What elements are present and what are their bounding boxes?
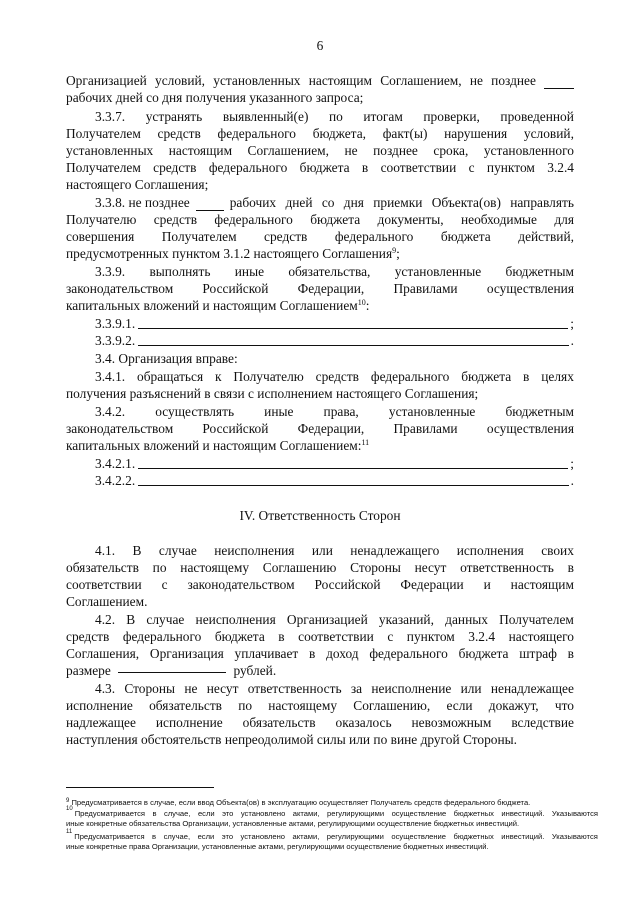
word: Указываются bbox=[551, 832, 598, 841]
word: Соглашением, bbox=[247, 143, 329, 158]
clause-3-3-7-line bbox=[95, 108, 574, 125]
clause-3-4-2-2 bbox=[95, 472, 574, 489]
clause-4-2-line bbox=[66, 662, 574, 679]
word: условий, bbox=[523, 126, 574, 141]
word: позднее bbox=[373, 143, 418, 158]
word: со bbox=[321, 195, 335, 210]
word: это bbox=[221, 832, 234, 841]
word: осуществлять bbox=[155, 404, 235, 419]
word: обязательств bbox=[66, 560, 139, 575]
blank-line bbox=[138, 467, 568, 469]
clause-4-1-line bbox=[95, 542, 574, 559]
word: В bbox=[126, 612, 136, 627]
word: федерального bbox=[214, 212, 293, 227]
word: 4.3. bbox=[95, 681, 116, 696]
justified-words bbox=[74, 832, 598, 842]
word: условий, bbox=[155, 73, 206, 88]
clause-end: . bbox=[570, 473, 574, 488]
clause-end: . bbox=[570, 333, 574, 348]
word: дня bbox=[343, 195, 364, 210]
word: обязательств bbox=[149, 698, 223, 713]
word: выявленный(е) bbox=[222, 109, 309, 124]
word: бюджета bbox=[461, 369, 512, 384]
word: инвестиций. bbox=[501, 832, 545, 841]
clause-4-2-line bbox=[66, 645, 574, 662]
word: с bbox=[387, 629, 394, 644]
word: в bbox=[567, 646, 574, 661]
clause-3-3-9-2 bbox=[95, 332, 574, 349]
word: Получателем bbox=[66, 160, 141, 175]
word: проверки, bbox=[423, 109, 480, 124]
word: бюджета bbox=[299, 160, 350, 175]
word: пунктом bbox=[406, 629, 455, 644]
word: федерального bbox=[217, 126, 297, 141]
word: средств bbox=[315, 369, 360, 384]
word: устранять bbox=[145, 109, 203, 124]
clause-3-3-9-line bbox=[66, 280, 574, 297]
page-number: 6 bbox=[316, 38, 324, 53]
word: обязательств bbox=[242, 715, 316, 730]
word: Соглашением, bbox=[380, 73, 462, 88]
word: приемки bbox=[373, 195, 423, 210]
word: 4.1. bbox=[95, 543, 116, 558]
word: в bbox=[152, 809, 157, 818]
word: неисполнение bbox=[371, 681, 452, 696]
footnote-number: 10 bbox=[66, 806, 73, 812]
clause-4-3-line bbox=[95, 680, 574, 697]
word: по bbox=[328, 109, 343, 124]
word: совершения bbox=[66, 229, 135, 244]
blank-field bbox=[544, 72, 574, 89]
word: к bbox=[215, 369, 222, 384]
word: штраф bbox=[519, 646, 557, 661]
word: установленные bbox=[388, 404, 476, 419]
clause-end: ; bbox=[570, 316, 574, 331]
word: дней bbox=[285, 195, 313, 210]
word: установленных bbox=[66, 143, 154, 158]
word: ненадлежащего bbox=[350, 543, 440, 558]
clause-4-3-line: наступления обстоятельств непреодолимой силы или по вине другой Стороны. bbox=[66, 732, 517, 747]
clause-4-1-line bbox=[66, 576, 574, 593]
clause-4-2-line bbox=[66, 628, 574, 645]
footnote-11-line: иные конкретные права Организации, установленные актами, регулирующими осуществление бюджетных инвестиций. bbox=[66, 842, 489, 851]
footnote-separator bbox=[66, 787, 214, 788]
clause-end: : bbox=[365, 298, 370, 313]
clause-3-3-9-line bbox=[95, 263, 574, 280]
clause-3-3-7-line bbox=[66, 159, 574, 176]
word: федерального bbox=[370, 369, 450, 384]
word: факт(ы) bbox=[382, 126, 428, 141]
word: настоящим bbox=[308, 73, 372, 88]
clause-3-3-7-line bbox=[66, 125, 574, 142]
word: федерального bbox=[369, 646, 448, 661]
word: это bbox=[222, 809, 234, 818]
word: если bbox=[197, 832, 215, 841]
word: В bbox=[132, 543, 142, 558]
word: по bbox=[238, 698, 253, 713]
clause-text: предусмотренных пунктом 3.1.2 настоящего Соглашения bbox=[66, 246, 393, 261]
word: срока, bbox=[433, 143, 469, 158]
word: установленные bbox=[394, 264, 482, 279]
word: указаний, bbox=[378, 612, 434, 627]
footnote-number: 9 bbox=[66, 798, 70, 804]
word: Получателю bbox=[66, 212, 137, 227]
word: пунктом bbox=[486, 160, 535, 175]
word: актами, bbox=[292, 809, 320, 818]
word: неисполнения bbox=[214, 543, 295, 558]
word: бюджетным bbox=[505, 264, 574, 279]
word: документы, bbox=[377, 212, 444, 227]
word: проведенной bbox=[500, 109, 574, 124]
word: Правилами bbox=[393, 421, 458, 436]
word: или bbox=[460, 681, 482, 696]
word: доход bbox=[326, 646, 359, 661]
word: 4.2. bbox=[95, 612, 116, 627]
word: своих bbox=[541, 543, 574, 558]
footnote-ref-11: 11 bbox=[361, 438, 370, 447]
word: уплачивает bbox=[234, 646, 299, 661]
word: Стороны bbox=[350, 560, 401, 575]
blank-line bbox=[138, 327, 568, 329]
word: не bbox=[184, 681, 198, 696]
word: 3.4.1. bbox=[95, 369, 126, 384]
word: законодательством bbox=[66, 281, 174, 296]
clause-3-3-7-line bbox=[66, 142, 574, 159]
word: целях bbox=[541, 369, 574, 384]
clause-3-3-7-line: настоящего Соглашения; bbox=[66, 177, 209, 192]
clause-label: 3.3.9.1. bbox=[95, 316, 136, 331]
word: надлежащее bbox=[66, 715, 136, 730]
word: осуществление bbox=[391, 832, 447, 841]
word: случае bbox=[158, 543, 197, 558]
word: и bbox=[483, 577, 491, 592]
word: средств bbox=[264, 229, 308, 244]
word: в bbox=[152, 832, 157, 841]
clause-3-4-2-1 bbox=[95, 455, 574, 472]
blank-line bbox=[138, 484, 568, 486]
word: инвестиций. bbox=[501, 809, 545, 818]
clause-4-2-line bbox=[95, 611, 574, 628]
clause-3-4-2-line bbox=[95, 403, 574, 420]
word: права, bbox=[323, 404, 359, 419]
word: 3.4.2. bbox=[95, 404, 126, 419]
word: настоящим bbox=[510, 577, 574, 592]
footnote-10-line bbox=[66, 806, 598, 819]
word: Российской bbox=[314, 577, 381, 592]
word: Организацией bbox=[286, 612, 368, 627]
footnote-ref-10: 10 bbox=[357, 298, 366, 307]
word: исполнение bbox=[66, 698, 133, 713]
word: соответствии bbox=[298, 629, 374, 644]
clause-3-3-8-line bbox=[66, 228, 574, 245]
clause-label: 3.3.9.2. bbox=[95, 333, 136, 348]
footnote-11-line bbox=[66, 829, 598, 842]
word: соответствии bbox=[380, 160, 457, 175]
justified-words bbox=[75, 809, 598, 819]
word: с bbox=[161, 577, 168, 592]
word: федерального bbox=[122, 629, 202, 644]
word: не bbox=[469, 73, 483, 88]
word: бюджета bbox=[440, 229, 491, 244]
clause-3-4-2-line bbox=[66, 437, 574, 454]
blank-line bbox=[138, 344, 568, 346]
word: данных bbox=[445, 612, 488, 627]
word: бюджета bbox=[214, 629, 265, 644]
word: Предусматривается bbox=[74, 809, 146, 818]
word: что bbox=[554, 698, 574, 713]
word: невозможным bbox=[411, 715, 492, 730]
word: настоящему bbox=[180, 560, 250, 575]
word: вследствие bbox=[511, 715, 574, 730]
word: действий, bbox=[518, 229, 574, 244]
clause-end: ; bbox=[396, 246, 400, 261]
word: оказалось bbox=[335, 715, 392, 730]
word: не bbox=[344, 143, 358, 158]
text-line bbox=[66, 72, 574, 89]
word: случае, bbox=[163, 809, 191, 818]
word: соответствии bbox=[66, 577, 142, 592]
clause-label: 3.4.2.2. bbox=[95, 473, 136, 488]
word: Организацией bbox=[66, 73, 147, 88]
clause-3-3-8-line bbox=[66, 245, 574, 262]
clause-text: размере bbox=[66, 663, 111, 678]
word: настоящему bbox=[268, 698, 338, 713]
word: средств bbox=[153, 160, 197, 175]
clause-text: капитальных вложений и настоящим Соглашением: bbox=[66, 438, 362, 453]
clause-4-3-line bbox=[66, 714, 574, 731]
clause-3-4-2-line bbox=[66, 420, 574, 437]
word: если bbox=[446, 698, 473, 713]
word: Российской bbox=[202, 421, 269, 436]
word: в bbox=[361, 160, 369, 175]
word: иные bbox=[234, 264, 265, 279]
word: Соглашению, bbox=[353, 698, 431, 713]
word: регулирующими bbox=[327, 809, 385, 818]
word: исполнение bbox=[155, 715, 223, 730]
clause-3-4: 3.4. Организация вправе: bbox=[95, 351, 238, 366]
clause-4-3-line bbox=[66, 697, 574, 714]
word: Соглашения, bbox=[66, 646, 140, 661]
word: выполнять bbox=[149, 264, 211, 279]
word: 3.2.4 bbox=[547, 160, 574, 175]
word: настоящего bbox=[508, 629, 574, 644]
clause-3-3-8-line bbox=[95, 194, 574, 211]
word: Получателем bbox=[499, 612, 574, 627]
word: несут bbox=[414, 560, 447, 575]
word: Организация bbox=[149, 646, 224, 661]
word: Получателем bbox=[161, 229, 237, 244]
clause-end: ; bbox=[570, 456, 574, 471]
word: в bbox=[309, 646, 316, 661]
blank-field bbox=[196, 194, 224, 211]
word: установлено bbox=[240, 832, 286, 841]
word: рабочих bbox=[229, 195, 277, 210]
clause-3-3-9-line bbox=[66, 297, 574, 314]
justified-words bbox=[66, 72, 536, 89]
word: федерального bbox=[208, 160, 288, 175]
word: в bbox=[523, 369, 530, 384]
word: средств bbox=[157, 126, 201, 141]
word: Стороны bbox=[124, 681, 176, 696]
clause-label: 3.4.2.1. bbox=[95, 456, 136, 471]
word: регулирующими bbox=[326, 832, 384, 841]
word: установлено bbox=[240, 809, 286, 818]
word: бюджета bbox=[310, 212, 361, 227]
footnote-9 bbox=[66, 798, 598, 808]
clause-text: капитальных вложений и настоящим Соглашением bbox=[66, 298, 358, 313]
justified-words bbox=[230, 194, 574, 211]
text-line: рабочих дней со дня получения указанного запроса; bbox=[66, 90, 364, 105]
word: для bbox=[554, 212, 574, 227]
clause-4-1-line: Соглашением. bbox=[66, 594, 148, 609]
word: Российской bbox=[202, 281, 269, 296]
clause-3-4-1-line: получения разъяснений в связи с исполнением настоящего Соглашения; bbox=[66, 386, 479, 401]
word: законодательством bbox=[187, 577, 295, 592]
word: 3.3.9. bbox=[95, 264, 126, 279]
word: случае, bbox=[163, 832, 191, 841]
word: нарушения bbox=[444, 126, 508, 141]
footnote-ref-9: 9 bbox=[392, 246, 397, 255]
word: исполнения bbox=[456, 543, 524, 558]
word: Федерации, bbox=[297, 281, 365, 296]
clause-3-3-8-start: 3.3.8. не позднее bbox=[95, 195, 190, 210]
clause-3-4-1-line bbox=[95, 368, 574, 385]
word: ненадлежащее bbox=[490, 681, 574, 696]
clause-text: рублей. bbox=[233, 663, 277, 678]
word: установленных bbox=[213, 73, 301, 88]
word: бюджетных bbox=[453, 809, 494, 818]
word: бюджетным bbox=[505, 404, 574, 419]
section-title: IV. Ответственность Сторон bbox=[239, 508, 401, 523]
clause-3-3-9-1 bbox=[95, 315, 574, 332]
word: обязательства, bbox=[288, 264, 371, 279]
clause-4-1-line bbox=[66, 559, 574, 576]
word: необходимые bbox=[460, 212, 537, 227]
word: 3.2.4 bbox=[468, 629, 496, 644]
word: Получателю bbox=[233, 369, 304, 384]
word: в bbox=[278, 629, 285, 644]
word: случае bbox=[146, 612, 185, 627]
word: за bbox=[350, 681, 363, 696]
footnote-10-line: иные конкретные обязательства Организации, установленные актами, регулирующими осуществление бюджетных инвестиций. bbox=[66, 819, 520, 828]
word: федерального bbox=[334, 229, 414, 244]
word: Соглашению bbox=[262, 560, 337, 575]
word: осуществления bbox=[486, 281, 574, 296]
word: бюджета bbox=[458, 646, 509, 661]
word: Объекта(ов) bbox=[431, 195, 501, 210]
blank-field bbox=[118, 672, 226, 673]
word: иные bbox=[264, 404, 294, 419]
word: законодательством bbox=[66, 421, 174, 436]
word: бюджетных bbox=[453, 832, 494, 841]
word: осуществления bbox=[486, 421, 574, 436]
word: позднее bbox=[491, 73, 536, 88]
word: установленного bbox=[483, 143, 574, 158]
word: осуществление bbox=[391, 809, 447, 818]
word: Указываются bbox=[551, 809, 598, 818]
word: с bbox=[468, 160, 475, 175]
word: Правилами bbox=[393, 281, 458, 296]
word: итогам bbox=[363, 109, 403, 124]
word: неисполнения bbox=[195, 612, 276, 627]
word: несут bbox=[206, 681, 239, 696]
clause-3-3-8-line bbox=[66, 211, 574, 228]
word: средств bbox=[66, 629, 110, 644]
word: средств bbox=[153, 212, 198, 227]
word: бюджета, bbox=[312, 126, 366, 141]
word: Предусматривается bbox=[74, 832, 145, 841]
word: или bbox=[311, 543, 333, 558]
word: ответственность bbox=[460, 560, 554, 575]
word: ответственность bbox=[247, 681, 342, 696]
word: докажут, bbox=[488, 698, 539, 713]
word: актами, bbox=[292, 832, 320, 841]
word: настоящим bbox=[168, 143, 233, 158]
word: если bbox=[197, 809, 215, 818]
word: Федерации, bbox=[297, 421, 365, 436]
footnote-text: Предусматривается в случае, если ввод Объекта(ов) в эксплуатацию осуществляет Получатель средств федерального бюджета. bbox=[71, 798, 531, 807]
word: в bbox=[567, 560, 574, 575]
footnote-number: 11 bbox=[66, 829, 73, 835]
word: по bbox=[152, 560, 167, 575]
word: обращаться bbox=[137, 369, 204, 384]
word: Федерации bbox=[400, 577, 464, 592]
word: 3.3.7. bbox=[95, 109, 126, 124]
word: направлять bbox=[510, 195, 574, 210]
word: Получателем bbox=[66, 126, 141, 141]
